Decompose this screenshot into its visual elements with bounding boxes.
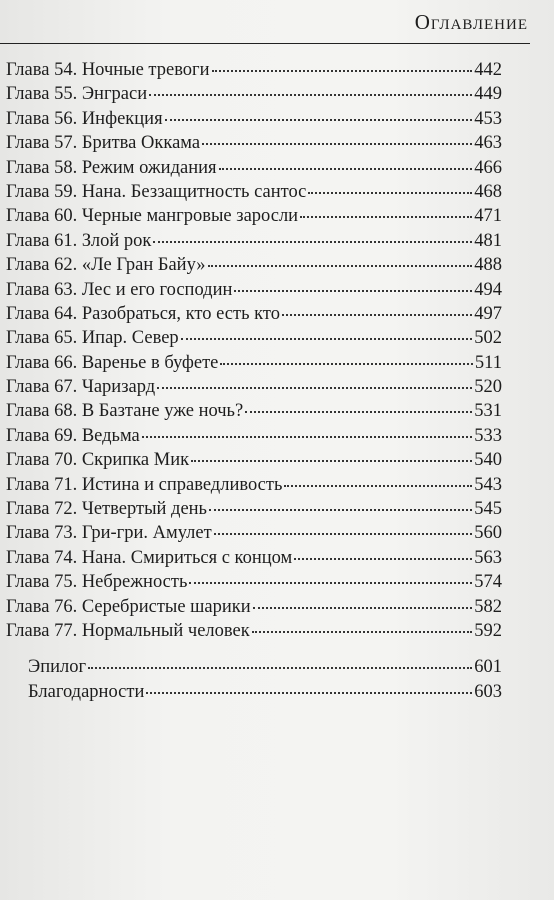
- dot-leader: [253, 607, 473, 609]
- toc-entry-page-number: 563: [474, 547, 502, 568]
- toc-entry-page-number: 494: [474, 279, 502, 300]
- toc-entry-page-number: 497: [474, 303, 502, 324]
- toc-entry-title: Глава 54. Ночные тревоги: [6, 60, 210, 80]
- toc-entry-page-number: 574: [474, 572, 502, 593]
- toc-entry-page-number: 533: [474, 425, 502, 446]
- toc-entry-page-number: 540: [474, 450, 502, 471]
- toc-entry-page-number: 442: [474, 60, 502, 80]
- header-rule: [0, 43, 530, 44]
- dot-leader: [157, 387, 472, 389]
- toc-entry-title: Глава 60. Черные мангровые заросли: [6, 206, 299, 227]
- toc-entry-title: Глава 68. В Базтане уже ночь?: [6, 401, 244, 422]
- toc-entry: [6, 619, 502, 643]
- toc-entry-page-number: 520: [474, 377, 502, 398]
- toc-entry-page-number: 603: [474, 681, 502, 702]
- toc-entry-title: Глава 67. Чаризард: [6, 377, 156, 398]
- toc-entry-title: Глава 62. «Ле Гран Байу»: [6, 255, 206, 276]
- dot-leader: [212, 70, 473, 72]
- toc-entry-page-number: 511: [474, 352, 502, 373]
- toc-entry-title: Глава 59. Нана. Беззащитность сантос: [6, 181, 307, 202]
- dot-leader: [181, 338, 473, 340]
- toc-entry-title: Глава 61. Злой рок: [6, 230, 152, 251]
- toc-entry-title: Глава 73. Гри-гри. Амулет: [6, 523, 212, 544]
- toc-entry: [6, 473, 502, 497]
- toc-entry: [6, 229, 502, 253]
- dot-leader: [142, 436, 472, 438]
- toc-entry-title: Глава 58. Режим ожидания: [6, 157, 217, 178]
- toc-entry-page-number: 545: [474, 499, 502, 520]
- dot-leader: [191, 460, 472, 462]
- toc-entry-title: Глава 66. Варенье в буфете: [6, 352, 219, 373]
- dot-leader: [209, 509, 472, 511]
- toc-entry-title: Глава 63. Лес и его господин: [6, 279, 233, 300]
- toc-entry: [6, 253, 502, 277]
- dot-leader: [308, 192, 472, 194]
- dot-leader: [88, 667, 472, 669]
- toc-entry-page-number: 488: [474, 255, 502, 276]
- toc-entry-title: Эпилог: [28, 657, 87, 678]
- toc-entry: [6, 424, 502, 448]
- dot-leader: [284, 485, 472, 487]
- toc-entry-title: Благодарности: [28, 681, 145, 702]
- toc-entry-page-number: 449: [474, 84, 502, 105]
- toc-entry-title: Глава 72. Четвертый день: [6, 499, 207, 520]
- toc-entry-title: Глава 75. Небрежность: [6, 572, 188, 593]
- toc-entry: [6, 131, 502, 155]
- toc-entry-title: Глава 64. Разобраться, кто есть кто: [6, 303, 280, 324]
- toc-entry: [6, 546, 502, 570]
- dot-leader: [149, 94, 472, 96]
- table-of-contents: [6, 58, 502, 704]
- toc-entry-page-number: 582: [474, 596, 502, 617]
- toc-entry-page-number: 468: [474, 181, 502, 202]
- toc-entry-page-number: 453: [474, 108, 502, 129]
- dot-leader: [202, 143, 472, 145]
- toc-entry-title: Глава 65. Ипар. Север: [6, 328, 179, 349]
- dot-leader: [220, 363, 473, 365]
- toc-entry: [6, 655, 502, 679]
- toc-entry: [6, 595, 502, 619]
- dot-leader: [300, 216, 472, 218]
- toc-entry: [6, 156, 502, 180]
- toc-entry: [6, 497, 502, 521]
- toc-entry-title: Глава 71. Истина и справедливость: [6, 474, 283, 495]
- toc-entry-page-number: 463: [474, 133, 502, 154]
- toc-entry-page-number: 601: [474, 657, 502, 678]
- toc-entry-title: Глава 70. Скрипка Мик: [6, 450, 190, 471]
- toc-entry: [6, 107, 502, 131]
- toc-entry: [6, 302, 502, 326]
- toc-entry-page-number: 592: [474, 620, 502, 641]
- dot-leader: [208, 265, 473, 267]
- toc-entry-page-number: 560: [474, 523, 502, 544]
- toc-entry-page-number: 543: [474, 474, 502, 495]
- toc-entry: [6, 375, 502, 399]
- toc-entry: [6, 58, 502, 82]
- dot-leader: [294, 558, 472, 560]
- toc-entry-page-number: 471: [474, 206, 502, 227]
- toc-entry-title: Глава 56. Инфекция: [6, 108, 163, 129]
- toc-entry: [6, 204, 502, 228]
- toc-entry: [6, 82, 502, 106]
- dot-leader: [282, 314, 472, 316]
- toc-entry-title: Глава 55. Энграси: [6, 84, 148, 105]
- toc-entry-page-number: 531: [474, 401, 502, 422]
- dot-leader: [252, 631, 473, 633]
- dot-leader: [219, 168, 473, 170]
- toc-entry-title: Глава 76. Серебристые шарики: [6, 596, 251, 617]
- toc-entry: [6, 521, 502, 545]
- toc-entry-title: Глава 69. Ведьма: [6, 425, 140, 446]
- toc-entry: [6, 448, 502, 472]
- dot-leader: [214, 533, 473, 535]
- toc-entry-page-number: 466: [474, 157, 502, 178]
- dot-leader: [245, 411, 472, 413]
- toc-entry-title: Глава 74. Нана. Смириться с концом: [6, 547, 293, 568]
- dot-leader: [234, 290, 472, 292]
- toc-entry-title: Глава 77. Нормальный человек: [6, 620, 250, 641]
- toc-entry: [6, 180, 502, 204]
- dot-leader: [165, 119, 473, 121]
- toc-entry-title: Глава 57. Бритва Оккама: [6, 133, 201, 154]
- toc-entry-page-number: 502: [474, 328, 502, 349]
- toc-entry: [6, 278, 502, 302]
- toc-entry: [6, 680, 502, 704]
- dot-leader: [189, 582, 472, 584]
- toc-entry-page-number: 481: [474, 230, 502, 251]
- dot-leader: [153, 241, 472, 243]
- toc-entry: [6, 399, 502, 423]
- toc-entry: [6, 326, 502, 350]
- page-header-title: Оглавление: [414, 10, 528, 34]
- toc-entry: [6, 351, 502, 375]
- toc-entry: [6, 570, 502, 594]
- dot-leader: [146, 692, 472, 694]
